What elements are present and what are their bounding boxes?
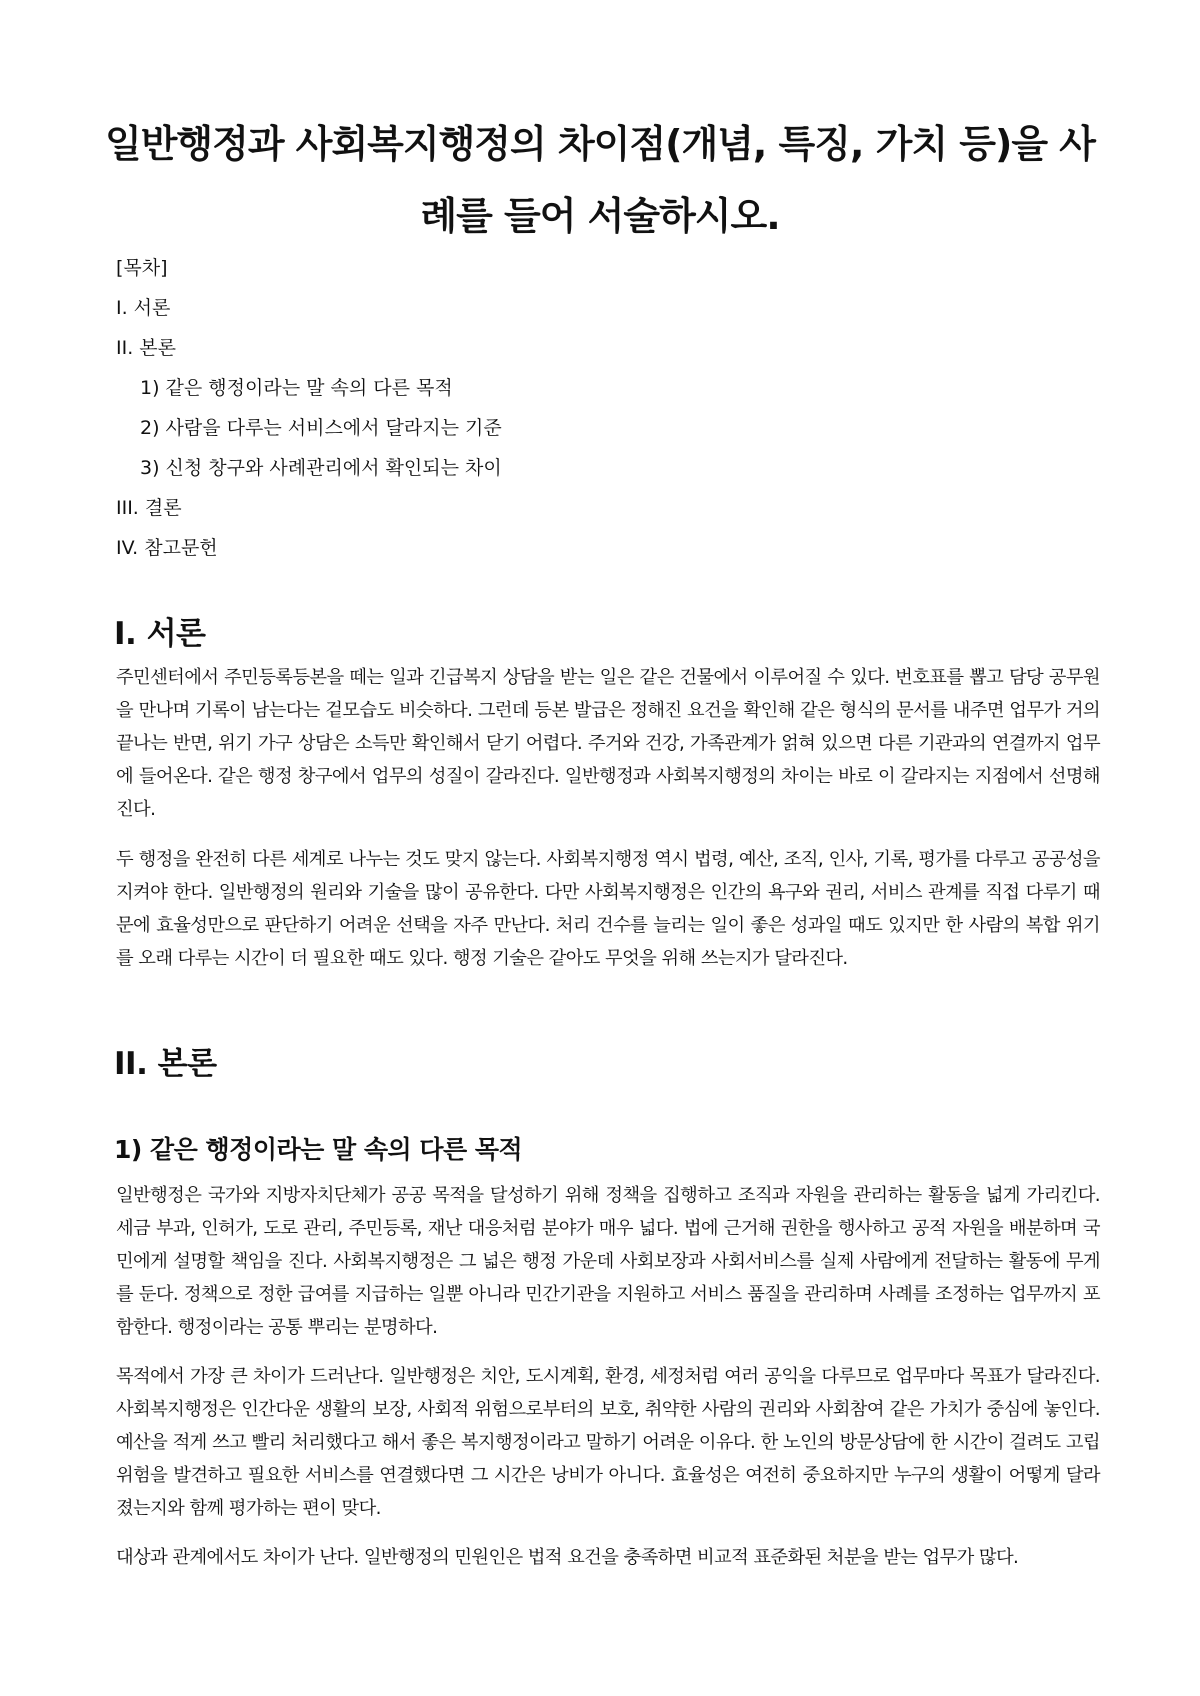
body-paragraph: 대상과 관계에서도 차이가 난다. 일반행정의 민원인은 법적 요건을 충족하면 비교적 표준화된 처분을 받는 업무가 많다.: [116, 1547, 1019, 1568]
body-paragraph: 두 행정을 완전히 다른 세계로 나누는 것도 맞지 않는다. 사회복지행정 역시 법령, 예산, 조직, 인사, 기록, 평가를 다루고 공공성을 지켜야 한다. 일반행정의 원리와 기술을 많이 공유한다. 다만 사회복지행정은 인간의 욕구와 권리, 서비스 관계를 직접 다루기 때문에 효율성만으로 판단하기 어려운 선택을 자주 만난다. 처리 건수를 늘리는 일이 좋은 성과일 때도 있지만 한 사람의 복합 위기를 오래 다루는 시간이 더 필요한 때도 있다. 행정 기술은 같아도 무엇을 위해 쓰는지가 달라진다.: [116, 849, 1100, 969]
document-title: 일반행정과 사회복지행정의 차이점(개념, 특징, 가치 등)을 사례를 들어 서술하시오.: [105, 122, 1095, 238]
toc-heading: [목차]: [116, 257, 168, 279]
toc-subitem: 1) 같은 행정이라는 말 속의 다른 목적: [140, 377, 453, 399]
toc-item: II. 본론: [116, 337, 176, 359]
table-of-contents: [116, 248, 1096, 568]
body-paragraph: 일반행정은 국가와 지방자치단체가 공공 목적을 달성하기 위해 정책을 집행하고 조직과 자원을 관리하는 활동을 넓게 가리킨다. 세금 부과, 인허가, 도로 관리, 주민등록, 재난 대응처럼 분야가 매우 넓다. 법에 근거해 권한을 행사하고 공적 자원을 배분하며 국민에게 설명할 책임을 진다. 사회복지행정은 그 넓은 행정 가운데 사회보장과 사회서비스를 실제 사람에게 전달하는 활동에 무게를 둔다. 정책으로 정한 급여를 지급하는 일뿐 아니라 민간기관을 지원하고 서비스 품질을 관리하며 사례를 조정하는 업무까지 포함한다. 행정이라는 공통 뿌리는 분명하다.: [116, 1185, 1100, 1338]
body-paragraph: 목적에서 가장 큰 차이가 드러난다. 일반행정은 치안, 도시계획, 환경, 세정처럼 여러 공익을 다루므로 업무마다 목표가 달라진다. 사회복지행정은 인간다운 생활의 보장, 사회적 위험으로부터의 보호, 취약한 사람의 권리와 사회참여 같은 가치가 중심에 놓인다. 예산을 적게 쓰고 빨리 처리했다고 해서 좋은 복지행정이라고 말하기 어려운 이유다. 한 노인의 방문상담에 한 시간이 걸려도 고립 위험을 발견하고 필요한 서비스를 연결했다면 그 시간은 낭비가 아니다. 효율성은 여전히 중요하지만 누구의 생활이 어떻게 달라졌는지와 함께 평가하는 편이 맞다.: [116, 1366, 1100, 1519]
toc-item: I. 서론: [116, 297, 171, 319]
toc-item: IV. 참고문헌: [116, 537, 218, 559]
toc-subitem: 2) 사람을 다루는 서비스에서 달라지는 기준: [140, 417, 502, 439]
toc-subitem: 3) 신청 창구와 사례관리에서 확인되는 차이: [140, 457, 502, 479]
toc-item: III. 결론: [116, 497, 182, 519]
section-heading-body: II. 본론: [114, 1046, 217, 1082]
body-paragraph: 주민센터에서 주민등록등본을 떼는 일과 긴급복지 상담을 받는 일은 같은 건물에서 이루어질 수 있다. 번호표를 뽑고 담당 공무원을 만나며 기록이 남는다는 겉모습도 비슷하다. 그런데 등본 발급은 정해진 요건을 확인해 같은 형식의 문서를 내주면 업무가 거의 끝나는 반면, 위기 가구 상담은 소득만 확인해서 닫기 어렵다. 주거와 건강, 가족관계가 얽혀 있으면 다른 기관과의 연결까지 업무에 들어온다. 같은 행정 창구에서 업무의 성질이 갈라진다. 일반행정과 사회복지행정의 차이는 바로 이 갈라지는 지점에서 선명해진다.: [116, 667, 1100, 820]
section-heading-introduction: I. 서론: [114, 616, 206, 652]
subsection-heading: 1) 같은 행정이라는 말 속의 다른 목적: [114, 1135, 523, 1164]
